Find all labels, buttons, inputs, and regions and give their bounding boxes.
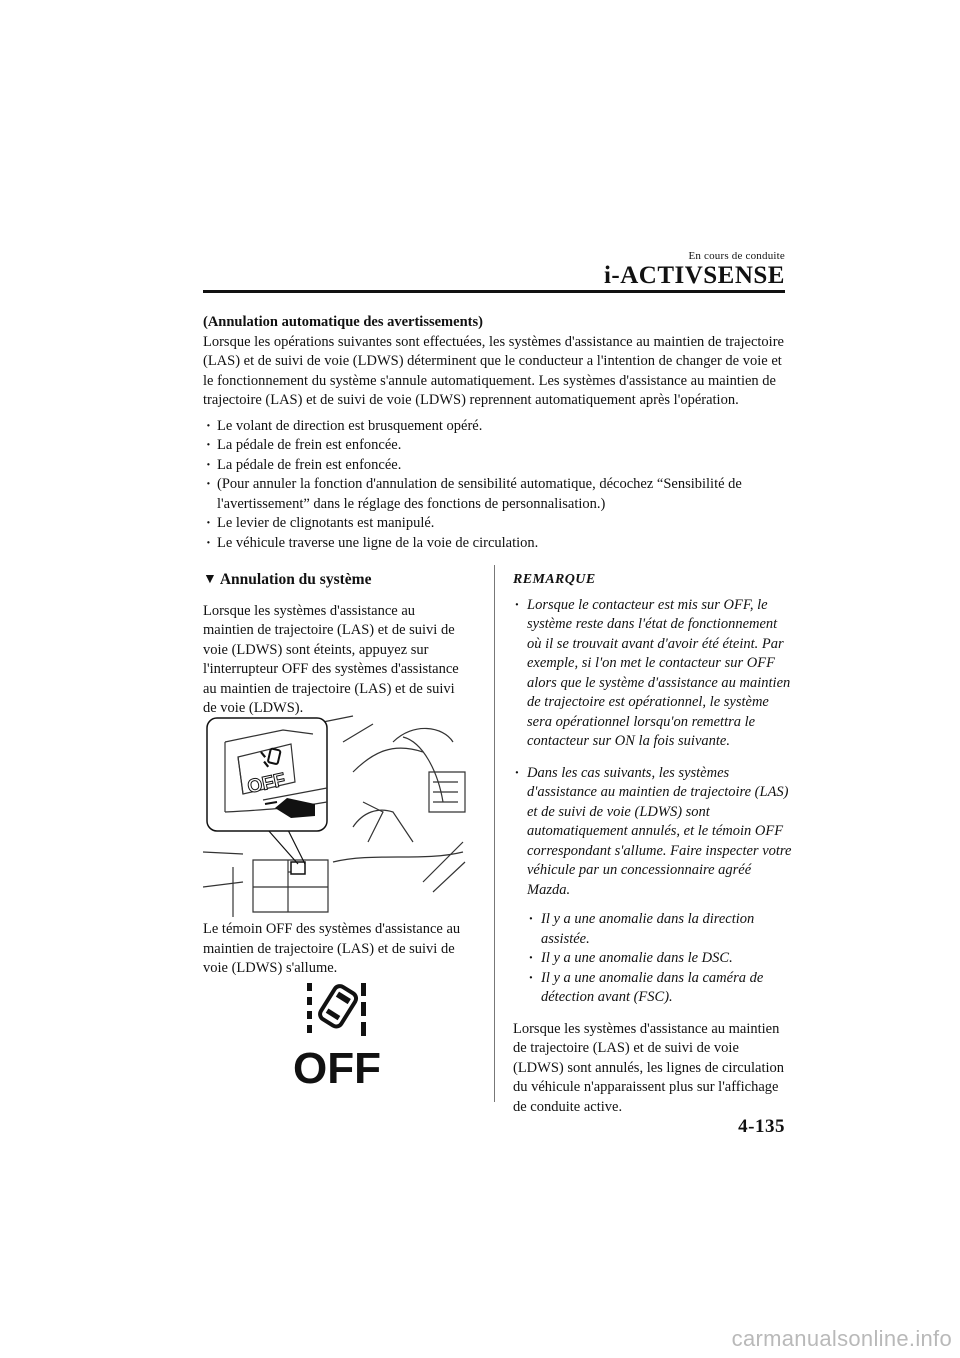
- sub-note-item: · Il y a une anomalie dans la caméra de détection avant (FSC).: [527, 969, 793, 1008]
- left-column: [203, 570, 468, 719]
- sub-note-item: · Il y a une anomalie dans la direction assistée.: [527, 910, 793, 949]
- lane-off-indicator: [287, 980, 387, 1088]
- page-number: 4-135: [738, 1116, 785, 1137]
- section-heading-text: Annulation du système: [219, 571, 372, 588]
- list-item: · Le levier de clignotants est manipulé.: [203, 514, 793, 534]
- intro-bullet-list: [203, 417, 793, 554]
- column-divider: [494, 565, 495, 1102]
- list-item-note-text: (Pour annuler la fonction d'annulation de sensibilité automatique, décochez “Sensibilité de l'avertissement” dans le réglage des fonctions de personnalisation.): [217, 476, 742, 512]
- header-divider: [203, 290, 785, 293]
- sub-note-list: [527, 910, 793, 1008]
- note-item-text: Dans les cas suivants, les systèmes d'assistance au maintien de trajectoire (LAS) et de suivi de voie (LDWS) sont automatiquement annulés, et le témoin OFF correspondant s'allume. Faire inspecter votre véhicule par un concessionnaire agréé Mazda.: [527, 764, 792, 898]
- list-item: · Le volant de direction est brusquement opéré.: [203, 417, 793, 437]
- lane-keep-off-icon: [287, 980, 387, 1088]
- intro-paragraph: Lorsque les opérations suivantes sont effectuées, les systèmes d'assistance au maintien de trajectoire (LAS) et de suivi de voie (LDWS) déterminent que le conducteur a l'intention de changer de voie et le fonctionnement du système s'annule automatiquement. Les systèmes d'assistance au maintien de trajectoire (LAS) et de suivi de voie (LDWS) reprennent automatiquement après l'opération.: [203, 333, 784, 408]
- header-title: i-ACTIVSENSE: [603, 262, 785, 289]
- switch-location-illustration: [203, 712, 471, 917]
- dashboard-illustration: [203, 712, 471, 917]
- list-item: · Le véhicule traverse une ligne de la voie de circulation.: [203, 534, 793, 554]
- list-item: · La pédale de frein est enfoncée.: [203, 436, 793, 456]
- indicator-off-label: OFF: [293, 1044, 381, 1088]
- note-item: [513, 764, 793, 1008]
- note-label: REMARQUE: [513, 572, 596, 587]
- section-heading: [203, 570, 468, 590]
- closing-paragraph: Lorsque les systèmes d'assistance au maintien de trajectoire (LAS) et de suivi de voie (LDWS) sont annulés, les lignes de circulation du véhicule n'apparaissent plus sur l'affichage de conduite active.: [513, 1020, 785, 1115]
- note-list: [513, 596, 793, 1008]
- sub-note-item: · Il y a une anomalie dans le DSC.: [527, 949, 793, 969]
- watermark: carmanualsonline.info: [731, 1326, 952, 1351]
- triangle-down-icon: ▼: [203, 572, 217, 587]
- illustration-off-label: OFF: [245, 769, 288, 799]
- intro-subheading: (Annulation automatique des avertissements): [203, 314, 483, 330]
- note-item: · Lorsque le contacteur est mis sur OFF, le système reste dans l'état de fonctionnement où il se trouvait avant d'avoir été éteint. Par exemple, si l'on met le contacteur sur OFF alors que le système d'assistance au maintien de trajectoire est opérationnel, le système sera opérationnel lorsqu'on remettra le contacteur sur ON la fois suivante.: [513, 596, 793, 752]
- list-item: · La pédale de frein est enfoncée.: [203, 456, 793, 476]
- right-column: [513, 570, 793, 1117]
- intro-section: [203, 313, 793, 553]
- section-paragraph: Lorsque les systèmes d'assistance au maintien de trajectoire (LAS) et de suivi de voie (LDWS) sont éteints, appuyez sur l'interrupteur OFF des systèmes d'assistance au maintien de trajectoire (LAS) et de suivi de voie (LDWS).: [203, 602, 459, 716]
- list-item-note: [203, 475, 793, 514]
- indicator-caption: Le témoin OFF des systèmes d'assistance au maintien de trajectoire (LAS) et de suivi de voie (LDWS) s'allume.: [203, 921, 461, 976]
- header-section-label: En cours de conduite: [688, 250, 785, 262]
